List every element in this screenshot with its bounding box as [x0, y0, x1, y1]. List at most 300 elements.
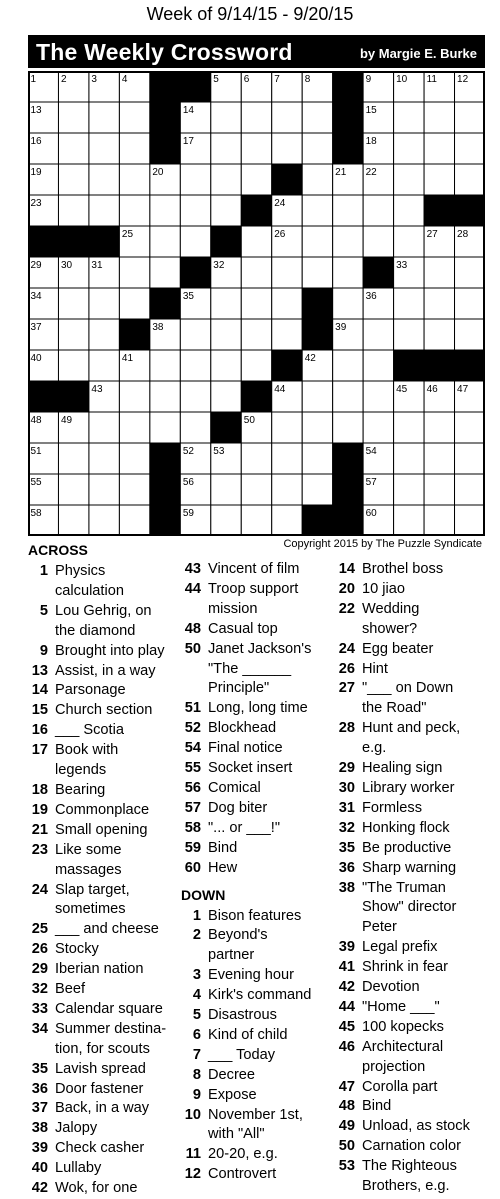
- week-label: Week of 9/14/15 - 9/20/15: [146, 4, 354, 24]
- clue-number: 50: [338, 1138, 355, 1155]
- grid-cell[interactable]: [424, 133, 454, 164]
- cell-number: 49: [60, 415, 73, 426]
- clue-item: [335, 1038, 495, 1078]
- grid-cell[interactable]: [58, 350, 88, 381]
- grid-cell[interactable]: [211, 350, 241, 381]
- clue-item: [181, 819, 331, 839]
- grid-cell[interactable]: [394, 164, 424, 195]
- clue-number: 26: [338, 660, 355, 677]
- clue-number: 42: [338, 979, 355, 996]
- clue-number: 47: [338, 1078, 355, 1095]
- clue-item: [335, 839, 495, 859]
- grid-cell[interactable]: [455, 164, 485, 195]
- cell-number: 1: [30, 74, 37, 85]
- grid-cell[interactable]: [394, 102, 424, 133]
- grid-cell[interactable]: [455, 474, 485, 505]
- grid-cell[interactable]: [180, 350, 210, 381]
- clue-number: 5: [192, 1007, 201, 1024]
- grid-cell[interactable]: [150, 257, 180, 288]
- clue-text: Bind: [208, 839, 238, 856]
- grid-block: [241, 381, 271, 412]
- clue-number: 35: [338, 839, 355, 856]
- grid-cell[interactable]: [272, 257, 302, 288]
- clue-text: Door fastener: [55, 1080, 144, 1097]
- grid-cell[interactable]: [211, 133, 241, 164]
- clue-number: 11: [185, 1146, 201, 1163]
- grid-cell[interactable]: [333, 412, 363, 443]
- clue-item: [335, 1137, 495, 1157]
- clue-item: [28, 681, 178, 701]
- clue-text: the Road": [362, 700, 427, 717]
- clue-text: Hew: [208, 859, 238, 876]
- grid-cell[interactable]: [211, 164, 241, 195]
- grid-cell[interactable]: [363, 195, 393, 226]
- clue-text: Sharp warning: [362, 859, 457, 876]
- clue-item: [181, 1026, 331, 1046]
- clue-text: ___ Today: [208, 1046, 276, 1063]
- clue-text: massages: [55, 861, 122, 878]
- clue-column-2: [181, 560, 331, 1185]
- clue-text: 100 kopecks: [362, 1018, 444, 1035]
- author-byline: by Margie E. Burke: [359, 46, 477, 61]
- grid-cell[interactable]: [58, 505, 88, 536]
- grid-cell[interactable]: [241, 474, 271, 505]
- grid-cell[interactable]: [424, 102, 454, 133]
- grid-cell[interactable]: [89, 195, 119, 226]
- grid-cell[interactable]: [302, 226, 332, 257]
- grid-cell[interactable]: [424, 412, 454, 443]
- grid-cell[interactable]: [150, 381, 180, 412]
- clue-item: [28, 960, 178, 980]
- cell-number: 47: [457, 384, 469, 395]
- cell-number: 37: [30, 322, 42, 333]
- clue-item: [335, 719, 495, 759]
- clue-number: 5: [39, 602, 48, 619]
- crossword-grid-svg: [28, 71, 485, 536]
- clue-number: 13: [31, 662, 48, 679]
- grid-cell[interactable]: [150, 226, 180, 257]
- clue-text: Brothel boss: [362, 561, 444, 577]
- grid-cell[interactable]: [241, 288, 271, 319]
- clue-item: [181, 1066, 331, 1086]
- clue-text: Brought into play: [55, 642, 165, 659]
- grid-cell[interactable]: [394, 443, 424, 474]
- clue-item: [28, 1179, 178, 1199]
- grid-cell[interactable]: [119, 195, 149, 226]
- clue-text: Kirk's command: [208, 987, 312, 1004]
- clue-text: Brothers, e.g.: [362, 1178, 450, 1195]
- clue-number: 42: [31, 1180, 48, 1197]
- grid-cell[interactable]: [272, 102, 302, 133]
- grid-cell[interactable]: [241, 319, 271, 350]
- clue-text: Bison features: [208, 907, 302, 924]
- clue-text: Casual top: [208, 620, 278, 637]
- grid-cell[interactable]: [180, 412, 210, 443]
- grid-block: [302, 505, 332, 536]
- grid-cell[interactable]: [333, 257, 363, 288]
- grid-cell[interactable]: [89, 474, 119, 505]
- clue-text: Lavish spread: [55, 1060, 146, 1077]
- grid-block: [150, 505, 180, 536]
- grid-cell[interactable]: [119, 164, 149, 195]
- clue-number: 45: [338, 1018, 355, 1035]
- clue-item: [28, 980, 178, 1000]
- clue-item: [335, 679, 495, 719]
- clue-item: [28, 881, 178, 921]
- clue-text: November 1st,: [208, 1106, 303, 1123]
- grid-cell[interactable]: [302, 443, 332, 474]
- cell-number: 54: [365, 446, 377, 457]
- section-heading: ACROSS: [28, 542, 88, 558]
- grid-cell[interactable]: [302, 257, 332, 288]
- clue-item: [335, 1097, 495, 1117]
- grid-cell[interactable]: [241, 164, 271, 195]
- section-heading: DOWN: [181, 886, 226, 903]
- clue-text: Hunt and peck,: [362, 720, 461, 737]
- grid-cell[interactable]: [424, 288, 454, 319]
- grid-cell[interactable]: [333, 288, 363, 319]
- grid-cell[interactable]: [58, 474, 88, 505]
- clue-text: Decree: [208, 1066, 256, 1083]
- clue-number: 44: [184, 580, 201, 597]
- clue-item: [335, 600, 495, 640]
- cell-number: 29: [30, 260, 42, 271]
- grid-cell[interactable]: [333, 350, 363, 381]
- cell-number: 2: [60, 74, 67, 85]
- grid-cell[interactable]: [58, 195, 88, 226]
- clue-text: mission: [208, 600, 258, 617]
- clue-text: "... or ___!": [208, 819, 281, 836]
- clue-number: 6: [192, 1026, 201, 1043]
- grid-cell[interactable]: [455, 102, 485, 133]
- grid-block: [272, 350, 302, 381]
- grid-cell[interactable]: [363, 381, 393, 412]
- grid-cell[interactable]: [394, 195, 424, 226]
- grid-block: [333, 102, 363, 133]
- grid-block: [302, 288, 332, 319]
- grid-cell[interactable]: [211, 288, 241, 319]
- grid-cell[interactable]: [241, 257, 271, 288]
- clue-number: 51: [184, 700, 201, 717]
- grid-cell[interactable]: [119, 443, 149, 474]
- cell-number: 7: [274, 74, 280, 85]
- grid-cell[interactable]: [333, 195, 363, 226]
- grid-cell[interactable]: [302, 412, 332, 443]
- clue-text: Disastrous: [208, 1007, 277, 1024]
- clue-text: Wok, for one: [55, 1180, 138, 1197]
- clue-item: [28, 1099, 178, 1119]
- clue-text: Janet Jackson's: [208, 640, 312, 657]
- clue-text: Final notice: [208, 740, 283, 757]
- clue-item: [181, 560, 331, 580]
- grid-cell[interactable]: [89, 164, 119, 195]
- grid-cell[interactable]: [272, 319, 302, 350]
- grid-cell[interactable]: [363, 226, 393, 257]
- grid-cell[interactable]: [455, 319, 485, 350]
- clue-text: Back, in a way: [55, 1100, 150, 1117]
- clue-text: Commonplace: [55, 801, 150, 818]
- grid-cell[interactable]: [272, 443, 302, 474]
- clue-text: Assist, in a way: [55, 662, 156, 679]
- cell-number: 15: [365, 105, 377, 116]
- clue-number: 24: [31, 881, 48, 898]
- grid-cell[interactable]: [394, 226, 424, 257]
- cell-number: 10: [396, 74, 408, 85]
- grid-cell[interactable]: [211, 102, 241, 133]
- grid-cell[interactable]: [302, 195, 332, 226]
- cell-number: 23: [30, 198, 42, 209]
- clue-text: Healing sign: [362, 760, 443, 777]
- grid-cell[interactable]: [241, 133, 271, 164]
- grid-cell[interactable]: [119, 257, 149, 288]
- clue-text: Bind: [362, 1098, 392, 1115]
- grid-cell[interactable]: [58, 319, 88, 350]
- grid-block: [119, 319, 149, 350]
- grid-cell[interactable]: [119, 505, 149, 536]
- grid-cell[interactable]: [455, 133, 485, 164]
- grid-cell[interactable]: [180, 319, 210, 350]
- grid-cell[interactable]: [455, 505, 485, 536]
- cell-number: 9: [365, 74, 372, 85]
- clue-text: Carnation color: [362, 1138, 461, 1155]
- clue-number: 48: [184, 620, 201, 637]
- grid-cell[interactable]: [58, 443, 88, 474]
- copyright-notice: Copyright 2015 by The Puzzle Syndicate: [283, 538, 482, 550]
- grid-cell[interactable]: [302, 474, 332, 505]
- grid-cell[interactable]: [211, 381, 241, 412]
- grid-cell[interactable]: [424, 257, 454, 288]
- clue-number: 53: [338, 1158, 355, 1175]
- grid-cell[interactable]: [150, 195, 180, 226]
- grid-cell[interactable]: [211, 474, 241, 505]
- clue-number: 39: [31, 1140, 48, 1157]
- clue-text: Long, long time: [208, 700, 308, 717]
- clue-item: [181, 1165, 331, 1185]
- clue-text: Wedding: [362, 600, 420, 617]
- grid-cell[interactable]: [272, 133, 302, 164]
- grid-cell[interactable]: [58, 164, 88, 195]
- clue-text: Iberian nation: [55, 961, 144, 978]
- clue-text: Jalopy: [55, 1120, 98, 1137]
- grid-cell[interactable]: [424, 443, 454, 474]
- clue-item: [28, 781, 178, 801]
- grid-cell[interactable]: [394, 319, 424, 350]
- grid-cell[interactable]: [302, 133, 332, 164]
- grid-cell[interactable]: [394, 288, 424, 319]
- clue-item: [181, 620, 331, 640]
- clue-text: Unload, as stock: [362, 1118, 470, 1135]
- grid-cell[interactable]: [89, 412, 119, 443]
- clue-text: partner: [208, 947, 255, 964]
- clue-number: 38: [31, 1120, 48, 1137]
- clue-text: Like some: [55, 841, 122, 858]
- clue-text: ___ Scotia: [55, 722, 124, 739]
- grid-cell[interactable]: [424, 164, 454, 195]
- clue-number: 9: [39, 642, 48, 659]
- clue-text: projection: [362, 1058, 426, 1075]
- grid-cell[interactable]: [119, 288, 149, 319]
- clue-item: [335, 879, 495, 939]
- cell-number: 53: [213, 446, 225, 457]
- cell-number: 45: [396, 384, 408, 395]
- clue-number: 9: [192, 1086, 201, 1103]
- clue-column-3: [335, 560, 495, 1197]
- grid-cell[interactable]: [363, 412, 393, 443]
- clue-text: Evening hour: [208, 967, 295, 984]
- grid-cell[interactable]: [119, 474, 149, 505]
- clue-number: 41: [338, 959, 355, 976]
- grid-cell[interactable]: [89, 350, 119, 381]
- grid-cell[interactable]: [272, 505, 302, 536]
- clue-item: [28, 841, 178, 881]
- grid-cell[interactable]: [272, 474, 302, 505]
- clue-text: Check casher: [55, 1140, 145, 1157]
- clue-number: 1: [192, 907, 201, 924]
- grid-cell[interactable]: [333, 381, 363, 412]
- grid-cell[interactable]: [394, 133, 424, 164]
- grid-cell[interactable]: [424, 319, 454, 350]
- grid-cell[interactable]: [424, 505, 454, 536]
- clue-number: 27: [338, 680, 355, 697]
- cell-number: 43: [91, 384, 103, 395]
- cell-number: 36: [365, 291, 377, 302]
- grid-cell[interactable]: [58, 133, 88, 164]
- grid-cell[interactable]: [150, 350, 180, 381]
- clue-text: Book with: [55, 742, 119, 759]
- cell-number: 40: [30, 353, 42, 364]
- grid-cell[interactable]: [424, 474, 454, 505]
- grid-block: [211, 412, 241, 443]
- clue-number: 43: [184, 561, 201, 577]
- clue-number: 3: [192, 967, 201, 984]
- grid-cell[interactable]: [333, 226, 363, 257]
- cell-number: 8: [304, 74, 311, 85]
- clue-item: [181, 719, 331, 739]
- grid-cell[interactable]: [58, 288, 88, 319]
- clue-number: 29: [338, 760, 355, 777]
- grid-cell[interactable]: [394, 412, 424, 443]
- grid-cell[interactable]: [119, 412, 149, 443]
- clue-item: [181, 580, 331, 620]
- crossword-grid: [28, 71, 485, 536]
- grid-cell[interactable]: [302, 381, 332, 412]
- clue-item: [181, 839, 331, 859]
- clue-text: Church section: [55, 702, 153, 719]
- clue-number: 38: [338, 879, 355, 896]
- grid-cell[interactable]: [241, 350, 271, 381]
- clue-text: Expose: [208, 1086, 257, 1103]
- grid-cell[interactable]: [272, 288, 302, 319]
- grid-cell[interactable]: [211, 505, 241, 536]
- cell-number: 46: [426, 384, 438, 395]
- clue-text: Calendar square: [55, 1000, 163, 1017]
- cell-number: 24: [274, 198, 286, 209]
- grid-cell[interactable]: [180, 381, 210, 412]
- cell-number: 17: [182, 136, 194, 147]
- grid-block: [455, 195, 485, 226]
- grid-cell[interactable]: [241, 102, 271, 133]
- clue-number: 32: [31, 981, 48, 998]
- grid-block: [211, 226, 241, 257]
- clue-number: 60: [184, 859, 201, 876]
- grid-cell[interactable]: [180, 226, 210, 257]
- grid-block: [302, 319, 332, 350]
- cell-number: 48: [30, 415, 42, 426]
- grid-cell[interactable]: [89, 133, 119, 164]
- grid-cell[interactable]: [455, 288, 485, 319]
- grid-cell[interactable]: [455, 443, 485, 474]
- grid-cell[interactable]: [89, 288, 119, 319]
- grid-cell[interactable]: [455, 257, 485, 288]
- cell-number: 35: [182, 291, 194, 302]
- clue-number: 54: [184, 740, 201, 757]
- grid-cell[interactable]: [211, 195, 241, 226]
- grid-cell[interactable]: [272, 412, 302, 443]
- clue-text: Devotion: [362, 979, 420, 996]
- grid-cell[interactable]: [394, 505, 424, 536]
- clue-text: ___ and cheese: [55, 921, 159, 938]
- grid-cell[interactable]: [58, 102, 88, 133]
- clue-item: [28, 602, 178, 642]
- cell-number: 3: [91, 74, 97, 85]
- clue-item: [181, 1106, 331, 1146]
- grid-block: [180, 71, 210, 102]
- clue-item: [335, 958, 495, 978]
- clue-number: 1: [39, 563, 48, 579]
- cell-number: 33: [396, 260, 408, 271]
- clue-number: 36: [31, 1080, 48, 1097]
- grid-cell[interactable]: [89, 443, 119, 474]
- clue-text: e.g.: [362, 740, 387, 757]
- clue-text: Blockhead: [208, 720, 277, 737]
- grid-cell[interactable]: [363, 319, 393, 350]
- grid-cell[interactable]: [89, 319, 119, 350]
- clue-item: [335, 978, 495, 998]
- grid-cell[interactable]: [119, 133, 149, 164]
- clue-item: [335, 660, 495, 680]
- clue-text: with "All": [208, 1126, 265, 1143]
- clue-number: 30: [338, 779, 355, 796]
- grid-cell[interactable]: [180, 164, 210, 195]
- grid-cell[interactable]: [394, 474, 424, 505]
- puzzle-title: The Weekly Crossword: [36, 39, 293, 65]
- cell-number: 32: [213, 260, 225, 271]
- clue-number: 12: [184, 1166, 201, 1183]
- grid-cell[interactable]: [241, 443, 271, 474]
- clue-number: 35: [31, 1060, 48, 1077]
- grid-cell[interactable]: [455, 412, 485, 443]
- grid-cell[interactable]: [302, 164, 332, 195]
- grid-cell[interactable]: [211, 319, 241, 350]
- grid-cell[interactable]: [302, 102, 332, 133]
- clue-text: Lullaby: [55, 1160, 102, 1177]
- grid-cell[interactable]: [89, 102, 119, 133]
- grid-cell[interactable]: [150, 412, 180, 443]
- grid-cell[interactable]: [241, 226, 271, 257]
- grid-cell[interactable]: [89, 505, 119, 536]
- grid-cell[interactable]: [119, 102, 149, 133]
- grid-cell[interactable]: [363, 350, 393, 381]
- clue-number: 2: [192, 927, 201, 944]
- grid-cell[interactable]: [180, 195, 210, 226]
- clue-number: 46: [338, 1038, 355, 1055]
- grid-block: [150, 133, 180, 164]
- clue-item: [28, 1119, 178, 1139]
- clue-text: Principle": [208, 680, 270, 697]
- grid-cell[interactable]: [241, 505, 271, 536]
- clue-number: 32: [338, 819, 355, 836]
- grid-cell[interactable]: [119, 381, 149, 412]
